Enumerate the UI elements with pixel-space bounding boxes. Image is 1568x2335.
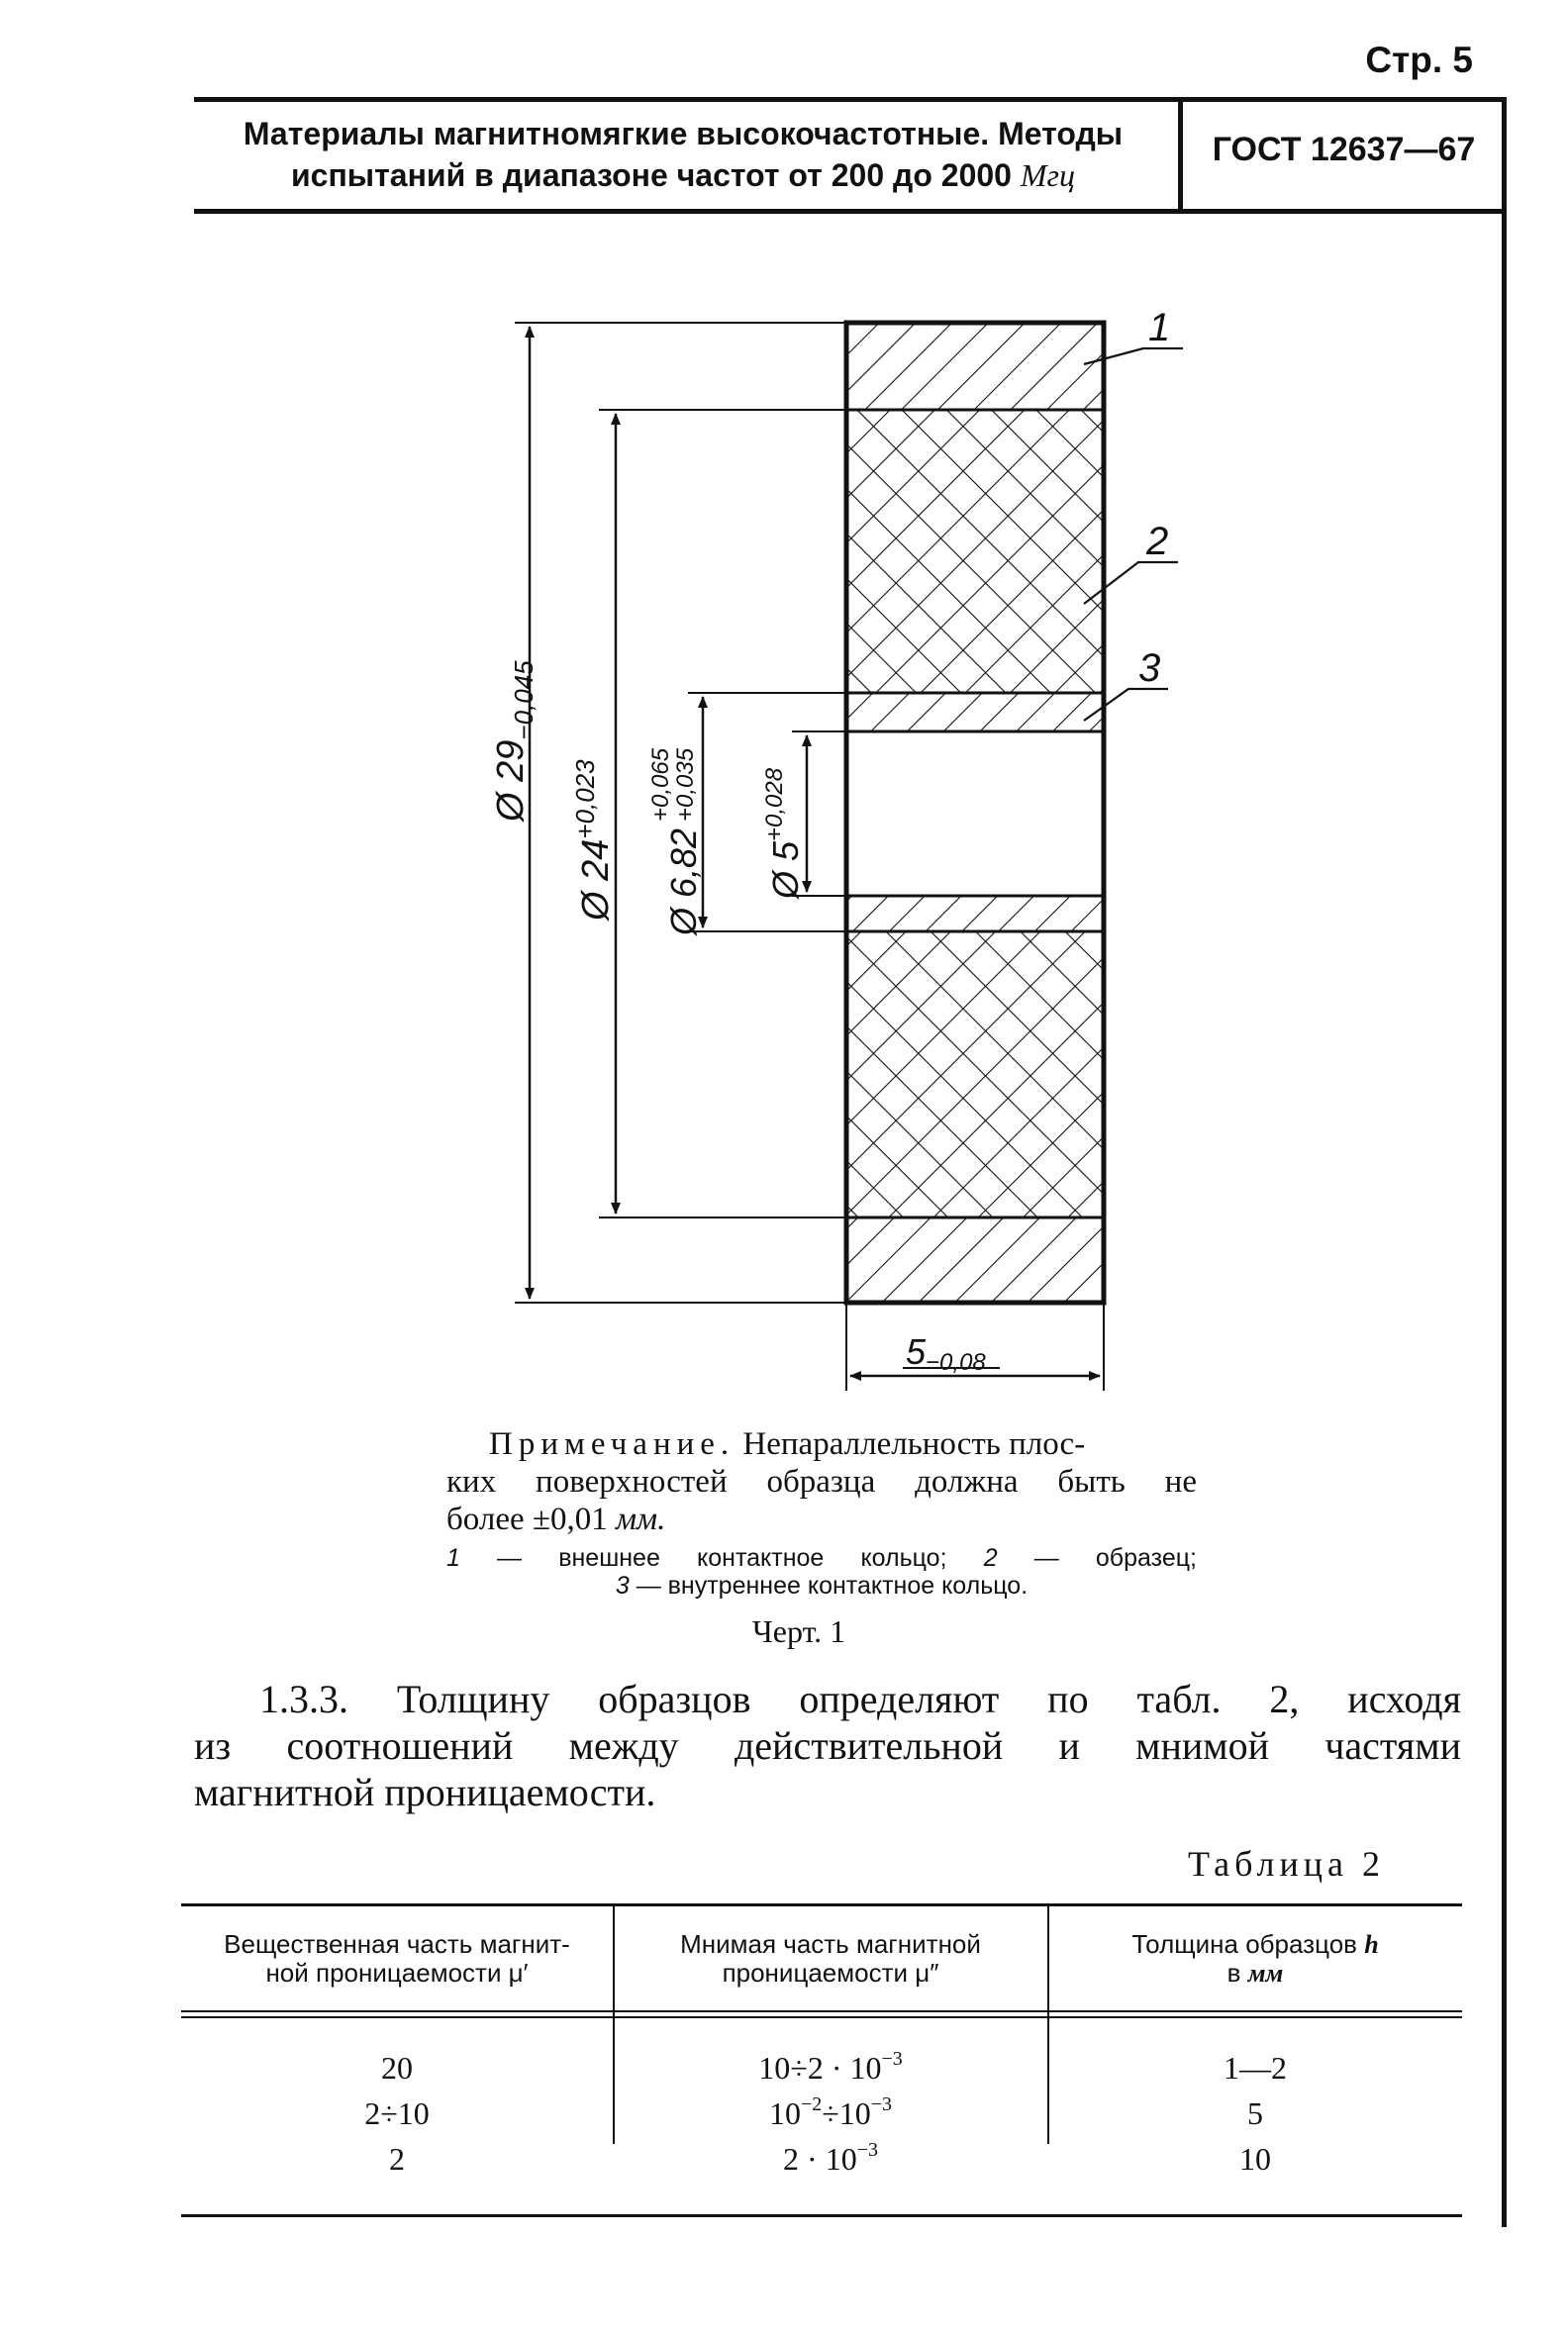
title-frequency-unit: Мгц	[1020, 157, 1075, 193]
legend-text-3: — внутреннее контактное кольцо.	[629, 1572, 1029, 1600]
cell-imag-tail: ÷10	[822, 2095, 871, 2131]
paragraph-line-1: 1.3.3. Толщину образцов определяют по табл. 2, исходя	[259, 1677, 1461, 1721]
header-thick-unit: мм	[1247, 1959, 1284, 1988]
table-column-divider	[1047, 1906, 1049, 2144]
table-column-thickness	[1050, 2045, 1460, 2182]
cell-imag-base: 10÷2 · 10	[758, 2050, 882, 2086]
inner-contact-ring-bottom	[846, 896, 1104, 931]
table-bottom-rule	[181, 2214, 1462, 2217]
dim-inner-contact-tol-upper: +0,065	[647, 747, 674, 822]
sample-bottom	[846, 931, 1104, 1217]
header-thick-line-2	[1050, 1959, 1460, 1988]
figure-caption: Черт. 1	[752, 1613, 846, 1649]
table-header-real-part	[183, 1930, 611, 1988]
header-thick-var: h	[1364, 1930, 1379, 1959]
cell-imag-base: 10	[768, 2095, 801, 2131]
sample-top	[846, 410, 1104, 693]
cell-imag-tail-exp: −3	[870, 2093, 893, 2115]
header-real-line-2: ной проницаемости μ′	[265, 1958, 529, 1988]
table-header-rule	[181, 2010, 1462, 2012]
table-header-rule-double	[181, 2016, 1462, 2018]
cell-thick: 5	[1247, 2095, 1263, 2131]
standard-number: ГОСТ 12637—67	[1212, 131, 1476, 168]
cell-real: 20	[381, 2050, 413, 2086]
dim-hole-label: Ø $5^{+0,028}$	[761, 767, 806, 899]
note-line-1	[489, 1425, 1197, 1463]
cell-real: 2÷10	[364, 2095, 430, 2131]
legend-num-2: 2	[983, 1544, 998, 1572]
cell-imag-exp: −3	[856, 2139, 878, 2161]
paragraph-line-2: из соотношений между действительной и мнимой частями	[194, 1723, 1461, 1768]
note-text-1: Непараллельность плос-	[735, 1426, 1086, 1462]
dim-inner-contact-tol-lower: +0,035	[672, 747, 699, 822]
central-hole	[846, 731, 1104, 896]
table-top-rule	[181, 1903, 1462, 1906]
cell-imag-exp: −3	[881, 2048, 903, 2070]
cell-imag-base: 2 · 10	[783, 2141, 857, 2177]
cell-thick: 1—2	[1224, 2050, 1287, 2086]
legend-line-2	[446, 1572, 1197, 1601]
header-imag-line-1: Мнимая часть магнитной	[680, 1929, 981, 1959]
cell-imag	[616, 2136, 1045, 2182]
table-column-imaginary	[616, 2045, 1045, 2182]
leader-label-3: 3	[1138, 646, 1161, 690]
legend-num-1: 1	[446, 1544, 460, 1572]
header-real-line-1: Вещественная часть магнит-	[224, 1929, 570, 1959]
dim-thickness-label: 5−0,08	[906, 1331, 986, 1376]
page-number: Стр. 5	[1365, 40, 1473, 80]
note-label: Примечание.	[489, 1426, 735, 1462]
paragraph-line-3: магнитной проницаемости.	[194, 1770, 656, 1814]
note-text-3: более ±0,01	[446, 1502, 616, 1537]
table-header-thickness	[1050, 1930, 1460, 1988]
note-line-3	[446, 1501, 1197, 1538]
dim-inner-contact-label: Ø 6,82	[663, 827, 704, 935]
outer-contact-ring-bottom	[846, 1217, 1104, 1303]
dim-middle-label: Ø $24^{+0,023}$	[570, 759, 617, 921]
legend-text-2: — образец;	[997, 1544, 1197, 1572]
table-column-divider	[613, 1906, 615, 2144]
leader-label-2: 2	[1146, 520, 1169, 563]
leader-label-1: 1	[1148, 306, 1171, 349]
legend-line-1	[446, 1544, 1197, 1573]
cell-imag	[616, 2045, 1045, 2091]
note-line-2: ких поверхностей образца должна быть не	[446, 1464, 1197, 1500]
table-row	[183, 2045, 611, 2182]
title-line-1: Материалы магнитномягкие высокочастотные. Методы	[243, 116, 1124, 151]
cell-real: 2	[389, 2141, 405, 2177]
cell-imag-exp: −2	[800, 2093, 823, 2115]
table-header-imaginary-part	[616, 1930, 1045, 1988]
legend-num-3: 3	[615, 1572, 630, 1600]
note-unit: мм.	[615, 1502, 666, 1537]
outer-contact-ring-top	[846, 323, 1104, 410]
header-thick-text: Толщина образцов	[1131, 1929, 1365, 1959]
inner-contact-ring-top	[846, 693, 1104, 731]
cell-thick: 10	[1239, 2141, 1271, 2177]
header-imag-line-2: проницаемости μ″	[722, 1958, 939, 1988]
legend-text-1: — внешнее контактное кольцо;	[459, 1544, 984, 1572]
header-thick-prefix: в	[1226, 1958, 1248, 1988]
dim-outer-label: Ø $29_{-0,045}$	[490, 660, 539, 822]
table-caption: Таблица 2	[1188, 1844, 1385, 1884]
header-thick-line-1	[1050, 1930, 1460, 1959]
title-line-2-text: испытаний в диапазоне частот от 200 до 2000	[291, 157, 1021, 193]
cell-imag	[616, 2091, 1045, 2136]
